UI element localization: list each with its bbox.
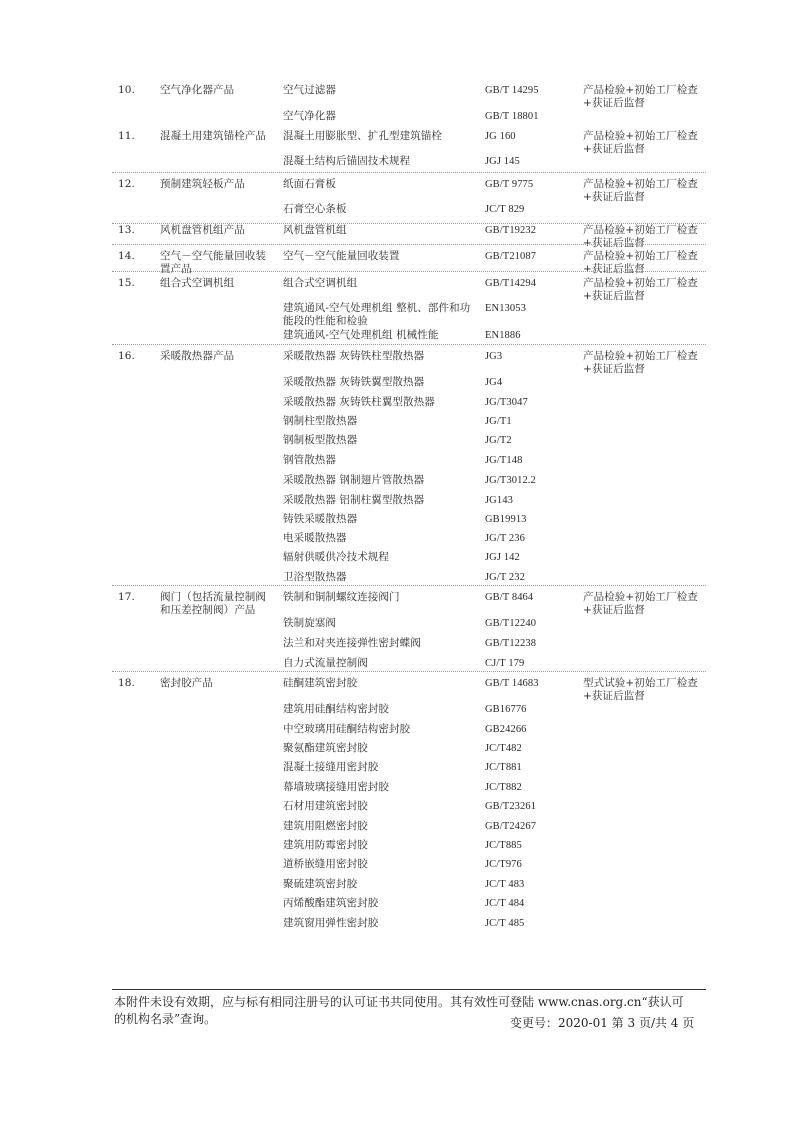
product-cell: [283, 551, 389, 564]
cell-line: 产品检验+初始工厂检查: [583, 178, 698, 190]
table-row: [0, 350, 800, 375]
cell-line: 产品检验+初始工厂检查: [583, 250, 698, 262]
cell-line: 空气－空气能量回收装: [160, 250, 266, 262]
cell-line: 产品检验+初始工厂检查: [583, 591, 698, 603]
cell-line: 风机盘管机组产品: [160, 224, 245, 236]
cell-line: JG 160: [485, 131, 516, 142]
category-cell: [160, 591, 266, 617]
cell-line: JC/T976: [485, 859, 522, 870]
table-row: [0, 376, 800, 395]
cell-line: 铁制和铜制螺纹连接阀门: [283, 591, 400, 603]
cell-line: 钢制板型散热器: [283, 434, 358, 446]
cell-line: JC/T 483: [485, 879, 525, 890]
cell-line: 聚氨酯建筑密封胶: [283, 742, 368, 754]
table-row: [0, 513, 800, 532]
cell-line: 混凝土用建筑锚栓产品: [160, 130, 266, 142]
product-cell: [283, 878, 357, 891]
cell-line: GB/T12238: [485, 638, 537, 649]
table-row: [0, 415, 800, 434]
standard-cell: [485, 454, 522, 467]
cell-line: 产品检验+初始工厂检查: [583, 277, 698, 289]
row-number: [118, 350, 135, 363]
cell-line: +获证后监督: [583, 290, 645, 302]
category-cell: [160, 677, 213, 690]
standard-cell: [485, 84, 539, 97]
cell-line: 组合式空调机组: [160, 277, 235, 289]
cell-line: JG/T 232: [485, 572, 525, 583]
product-cell: [283, 434, 357, 447]
cell-line: 钢管散热器: [283, 454, 336, 466]
product-cell: [283, 376, 424, 389]
product-cell: [283, 302, 470, 328]
cell-line: 铁制旋塞阀: [283, 617, 336, 629]
product-cell: [283, 130, 442, 143]
product-cell: [283, 781, 389, 794]
cell-line: 建筑用防霉密封胶: [283, 839, 368, 851]
cell-line: 建筑窗用弹性密封胶: [283, 917, 379, 929]
cell-line: 风机盘管机组: [283, 224, 347, 236]
standard-cell: [485, 637, 536, 650]
row-number: [118, 130, 135, 143]
product-cell: [283, 454, 336, 467]
cell-line: JG3: [485, 351, 503, 362]
row-number: [118, 84, 135, 97]
table-row: [0, 723, 800, 742]
product-cell: [283, 250, 400, 263]
cell-line: 混凝土结构后锚固技术规程: [283, 155, 411, 167]
cell-line: 12.: [118, 178, 135, 190]
category-cell: [160, 250, 266, 276]
row-number: [118, 277, 135, 290]
cell-line: 组合式空调机组: [283, 277, 358, 289]
table-row: [0, 820, 800, 839]
product-cell: [283, 723, 410, 736]
cell-line: 建筑通风-空气处理机组 整机、部件和功: [283, 302, 471, 314]
product-cell: [283, 839, 368, 852]
row-separator: [112, 244, 706, 245]
cell-line: 铸铁采暖散热器: [283, 513, 358, 525]
cell-line: +获证后监督: [583, 690, 645, 702]
cell-line: 钢制柱型散热器: [283, 415, 358, 427]
table-row: [0, 178, 800, 203]
table-row: [0, 591, 800, 616]
standard-cell: [485, 657, 524, 670]
standard-cell: [485, 820, 536, 833]
table-row: [0, 110, 800, 129]
cell-line: GB16776: [485, 704, 527, 715]
product-cell: [283, 396, 435, 409]
cell-line: 产品检验+初始工厂检查: [583, 130, 698, 142]
cell-line: GB/T 9775: [485, 179, 534, 190]
category-cell: [160, 130, 266, 143]
cell-line: 型式试验+初始工厂检查: [583, 677, 698, 689]
cell-line: JG/T2: [485, 435, 512, 446]
cell-line: GB/T 14683: [485, 678, 539, 689]
table-row: [0, 761, 800, 780]
standard-cell: [485, 532, 525, 545]
standard-cell: [485, 178, 533, 191]
standard-cell: [485, 474, 536, 487]
cell-line: 预制建筑轻板产品: [160, 178, 245, 190]
cell-line: +获证后监督: [583, 363, 645, 375]
standard-cell: [485, 434, 512, 447]
cell-line: JC/T882: [485, 782, 522, 793]
table-row: [0, 637, 800, 656]
cell-line: 能段的性能和检验: [283, 315, 368, 327]
standard-cell: [485, 415, 512, 428]
standard-cell: [485, 617, 536, 630]
product-cell: [283, 224, 347, 237]
cell-line: 产品检验+初始工厂检查: [583, 224, 698, 236]
row-number: [118, 250, 135, 263]
standard-cell: [485, 781, 522, 794]
standard-cell: [485, 897, 524, 910]
cell-line: 16.: [118, 350, 135, 362]
cell-line: JGJ 145: [485, 156, 520, 167]
cell-line: 卫浴型散热器: [283, 571, 347, 583]
product-cell: [283, 494, 424, 507]
cell-line: 空气过滤器: [283, 84, 336, 96]
cell-line: 电采暖散热器: [283, 532, 347, 544]
cert-mode-cell: [583, 677, 698, 703]
cell-line: 采暖散热器 钢制翅片管散热器: [283, 474, 425, 486]
table-row: [0, 84, 800, 109]
cert-mode-cell: [583, 130, 698, 156]
standard-cell: [485, 494, 513, 507]
row-separator: [112, 585, 706, 586]
cell-line: +获证后监督: [583, 263, 645, 275]
cell-line: 产品检验+初始工厂检查: [583, 350, 698, 362]
table-row: [0, 454, 800, 473]
cell-line: JC/T885: [485, 840, 522, 851]
product-cell: [283, 110, 336, 123]
product-cell: [283, 415, 357, 428]
cell-line: 石膏空心条板: [283, 203, 347, 215]
cert-mode-cell: [583, 178, 698, 204]
table-row: [0, 917, 800, 936]
cell-line: JC/T 484: [485, 898, 525, 909]
cert-mode-cell: [583, 250, 698, 276]
table-row: [0, 224, 800, 249]
standard-cell: [485, 130, 516, 143]
cell-line: GB/T14294: [485, 278, 537, 289]
table-row: [0, 494, 800, 513]
table-row: [0, 781, 800, 800]
cell-line: 混凝土接缝用密封胶: [283, 761, 379, 773]
cell-line: GB/T12240: [485, 618, 537, 629]
cell-line: JG/T148: [485, 455, 523, 466]
cell-line: 幕墙玻璃接缝用密封胶: [283, 781, 389, 793]
cell-line: JG4: [485, 377, 503, 388]
cell-line: 和压差控制阀）产品: [160, 604, 256, 616]
row-number: [118, 591, 135, 604]
product-cell: [283, 155, 410, 168]
product-cell: [283, 820, 368, 833]
standard-cell: [485, 224, 536, 237]
cell-line: GB/T21087: [485, 251, 537, 262]
product-cell: [283, 474, 424, 487]
standard-cell: [485, 396, 528, 409]
product-cell: [283, 617, 336, 630]
table-row: [0, 130, 800, 155]
cell-line: JG143: [485, 495, 513, 506]
product-cell: [283, 277, 357, 290]
category-cell: [160, 178, 245, 191]
cell-line: +获证后监督: [583, 97, 645, 109]
table-row: [0, 617, 800, 636]
cell-line: JGJ 142: [485, 552, 520, 563]
cell-line: 纸面石膏板: [283, 178, 336, 190]
cell-line: JC/T881: [485, 762, 522, 773]
cell-line: 采暖散热器产品: [160, 350, 235, 362]
cell-line: 建筑用阻燃密封胶: [283, 820, 368, 832]
standard-cell: [485, 302, 526, 315]
cell-line: EN13053: [485, 303, 526, 314]
cell-line: JG/T1: [485, 416, 512, 427]
table-row: [0, 532, 800, 551]
cell-line: CJ/T 179: [485, 658, 525, 669]
product-cell: [283, 897, 378, 910]
standard-cell: [485, 723, 527, 736]
cell-line: GB24266: [485, 724, 527, 735]
cell-line: 空气净化器: [283, 110, 336, 122]
standard-cell: [485, 277, 536, 290]
cell-line: 石材用建筑密封胶: [283, 800, 368, 812]
table-row: [0, 657, 800, 676]
cell-line: GB/T 8464: [485, 592, 534, 603]
standard-cell: [485, 858, 522, 871]
product-cell: [283, 858, 368, 871]
table-row: [0, 474, 800, 493]
footer-divider: [112, 989, 706, 990]
product-cell: [283, 917, 378, 930]
standard-cell: [485, 761, 522, 774]
standard-cell: [485, 250, 536, 263]
standard-cell: [485, 917, 524, 930]
cell-line: GB/T19232: [485, 225, 537, 236]
product-cell: [283, 178, 336, 191]
standard-cell: [485, 839, 522, 852]
footer-page-info: 变更号：2020-01 第 3 页/共 4 页: [510, 1016, 695, 1030]
product-cell: [283, 203, 347, 216]
table-row: [0, 677, 800, 702]
cell-line: +获证后监督: [583, 143, 645, 155]
table-row: [0, 396, 800, 415]
cell-line: 采暖散热器 铝制柱翼型散热器: [283, 494, 425, 506]
cell-line: 空气净化器产品: [160, 84, 235, 96]
cell-line: 硅酮建筑密封胶: [283, 677, 358, 689]
cert-mode-cell: [583, 350, 698, 376]
cell-line: 置产品: [160, 263, 192, 275]
category-cell: [160, 277, 234, 290]
standard-cell: [485, 203, 524, 216]
table-row: [0, 703, 800, 722]
cell-line: GB/T23261: [485, 801, 537, 812]
table-row: [0, 878, 800, 897]
standard-cell: [485, 376, 502, 389]
category-cell: [160, 224, 245, 237]
cell-line: JG/T3047: [485, 397, 528, 408]
standard-cell: [485, 703, 527, 716]
cert-mode-cell: [583, 84, 698, 110]
product-cell: [283, 571, 347, 584]
cell-line: GB19913: [485, 514, 527, 525]
table-row: [0, 742, 800, 761]
cell-line: +获证后监督: [583, 191, 645, 203]
row-separator: [112, 344, 706, 345]
cell-line: 建筑用硅酮结构密封胶: [283, 703, 389, 715]
row-separator: [112, 223, 706, 224]
cell-line: JG/T 236: [485, 533, 525, 544]
cell-line: JC/T 485: [485, 918, 525, 929]
table-row: [0, 551, 800, 570]
product-cell: [283, 742, 368, 755]
cell-line: EN1886: [485, 330, 521, 341]
standard-cell: [485, 551, 520, 564]
table-row: [0, 571, 800, 590]
footer-note-line-2: 的机构名录”查询。: [114, 1012, 217, 1026]
cell-line: JG/T3012.2: [485, 475, 536, 486]
cell-line: 10.: [118, 84, 135, 96]
cell-line: 13.: [118, 224, 135, 236]
standard-cell: [485, 513, 527, 526]
product-cell: [283, 513, 357, 526]
table-row: [0, 800, 800, 819]
cell-line: 中空玻璃用硅酮结构密封胶: [283, 723, 411, 735]
standard-cell: [485, 350, 502, 363]
cell-line: 17.: [118, 591, 135, 603]
cell-line: 辐射供暖供冷技术规程: [283, 551, 389, 563]
standard-cell: [485, 329, 521, 342]
cell-line: 空气－空气能量回收装置: [283, 250, 400, 262]
cert-mode-cell: [583, 591, 698, 617]
row-separator: [112, 172, 706, 173]
table-row: [0, 250, 800, 275]
cell-line: 法兰和对夹连接弹性密封蝶阀: [283, 637, 421, 649]
product-cell: [283, 761, 378, 774]
row-separator: [112, 271, 706, 272]
standard-cell: [485, 155, 520, 168]
cell-line: GB/T24267: [485, 821, 537, 832]
cell-line: +获证后监督: [583, 604, 645, 616]
footer-note-line-1: 本附件未设有效期，应与标有相同注册号的认可证书共同使用。其有效性可登陆 www.cnas.org.cn“获认可: [114, 995, 684, 1009]
product-cell: [283, 350, 424, 363]
cell-line: 密封胶产品: [160, 677, 213, 689]
cell-line: 产品检验+初始工厂检查: [583, 84, 698, 96]
category-cell: [160, 84, 234, 97]
table-row: [0, 302, 800, 327]
table-row: [0, 329, 800, 348]
standard-cell: [485, 571, 525, 584]
cell-line: 11.: [118, 130, 135, 142]
cell-line: JC/T 829: [485, 204, 525, 215]
cell-line: 18.: [118, 677, 135, 689]
cell-line: 采暖散热器 灰铸铁柱型散热器: [283, 350, 425, 362]
standard-cell: [485, 110, 539, 123]
cell-line: 自力式流量控制阀: [283, 657, 368, 669]
cert-mode-cell: [583, 224, 698, 250]
product-cell: [283, 657, 368, 670]
product-cell: [283, 591, 400, 604]
category-cell: [160, 350, 234, 363]
row-number: [118, 178, 135, 191]
table-row: [0, 897, 800, 916]
cell-line: 聚硫建筑密封胶: [283, 878, 358, 890]
cell-line: 丙烯酸酯建筑密封胶: [283, 897, 379, 909]
product-cell: [283, 703, 389, 716]
standard-cell: [485, 878, 524, 891]
cell-line: 建筑通风-空气处理机组 机械性能: [283, 329, 439, 341]
standard-cell: [485, 800, 536, 813]
table-row: [0, 839, 800, 858]
product-cell: [283, 84, 336, 97]
cert-mode-cell: [583, 277, 698, 303]
product-cell: [283, 637, 421, 650]
cell-line: 15.: [118, 277, 135, 289]
cell-line: 采暖散热器 灰铸铁翼型散热器: [283, 376, 425, 388]
table-row: [0, 277, 800, 302]
table-row: [0, 434, 800, 453]
cell-line: GB/T 14295: [485, 85, 539, 96]
product-cell: [283, 329, 439, 342]
row-separator: [112, 671, 706, 672]
cell-line: 道桥嵌缝用密封胶: [283, 858, 368, 870]
cell-line: JC/T482: [485, 743, 522, 754]
product-cell: [283, 800, 368, 813]
cell-line: 混凝土用膨胀型、扩孔型建筑锚栓: [283, 130, 442, 142]
table-row: [0, 203, 800, 222]
standard-cell: [485, 677, 539, 690]
row-number: [118, 224, 135, 237]
cell-line: 14.: [118, 250, 135, 262]
standard-cell: [485, 591, 533, 604]
cell-line: +获证后监督: [583, 237, 645, 249]
product-cell: [283, 677, 357, 690]
cell-line: GB/T 18801: [485, 111, 539, 122]
standard-cell: [485, 742, 522, 755]
table-row: [0, 858, 800, 877]
cell-line: 采暖散热器 灰铸铁柱翼型散热器: [283, 396, 435, 408]
cell-line: 阀门（包括流量控制阀: [160, 591, 266, 603]
row-number: [118, 677, 135, 690]
product-cell: [283, 532, 347, 545]
